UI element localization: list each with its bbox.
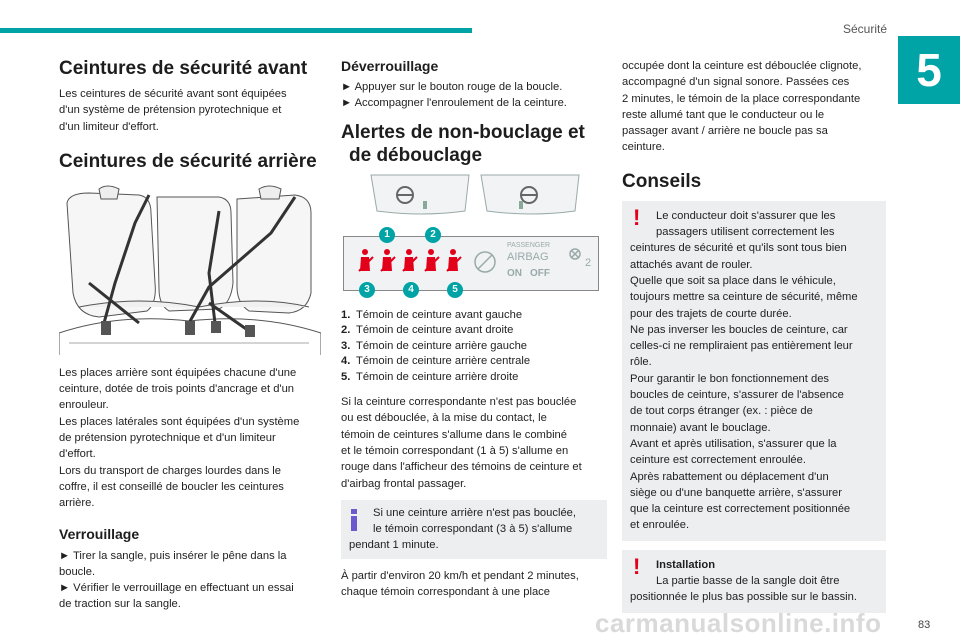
heading-unlocking: Déverrouillage [341, 58, 439, 74]
list-item: 2. Témoin de ceinture avant droite [341, 324, 514, 337]
marker-1: 1 [379, 227, 395, 243]
heading-front-belts: Ceintures de sécurité avant [59, 58, 308, 79]
paragraph-speed: À partir d'environ 20 km/h et pendant 2 minutes, chaque témoin correspondant à une place [341, 569, 579, 599]
paragraph-locking: ► Tirer la sangle, puis insérer le pêne dans la boucle. ► Vérifier le verrouillage en effectuant un essai de traction sur la sangle. [59, 549, 294, 611]
heading-locking: Verrouillage [59, 525, 140, 542]
paragraph-rear-belts: Les places arrière sont équipées chacune d'une ceinture, dotée de trois points d'ancrage et d'un enrouleur. Les places latérales sont équipées d'un système de prétension pyrotechnique et d'un limiteur d'effort. Lors du transport de charges lourdes dans le coffre, il est conseillé de boucler les ceintures arrière. [59, 366, 300, 510]
indicator-list [341, 308, 607, 386]
column-right [622, 52, 886, 613]
list-item: 4. Témoin de ceinture arrière centrale [341, 355, 531, 368]
warning-note-installation: ! Installation La partie basse de la sangle doit être positionnée le plus bas possible sur le bassin. [622, 550, 886, 613]
seatbelt-airbag-panel: PASSENGER AIRBAG ON OFF 2 1 2 3 4 5 [341, 227, 607, 299]
warning-icon: ! [633, 204, 641, 230]
watermark: carmanualsonline.info [595, 608, 882, 638]
marker-2: 2 [425, 227, 441, 243]
warning-note-tips: ! Le conducteur doit s'assurer que les passagers utilisent correctement les ceintures de sécurité et qu'ils sont tous bien attachés avant de rouler. Quelle que soit sa place dans le véhicule, toujours mettre sa ceinture de sécurité, même pour des trajets de courte durée. Ne pas inverser les boucles de ceinture, car celles-ci ne rempliraient pas entièrement leur rôle. Pour garantir le bon fonctionnement des boucles de ceinture, s'assurer de l'absence de tout corps étranger (ex. : pièce de monnaie) avant le bouclage. Avant et après utilisation, s'assurer que la ceinture est correctement enroulée. Après rabattement ou déplacement d'un siège ou d'une banquette arrière, s'assurer que la ceinture est correctement positionnée et enroulée. [622, 201, 886, 541]
paragraph-continued: occupée dont la ceinture est débouclée clignote, accompagné d'un signal sonore. Passées ces 2 minutes, le témoin de la place correspondante reste allumé tant que le conducteur ou le passager avant / arrière ne boucle pas sa ceinture. [622, 60, 862, 154]
paragraph-front-belts: Les ceintures de sécurité avant sont équipées d'un système de prétension pyrotechnique et d'un limiteur d'effort. [59, 88, 287, 133]
marker-4: 4 [403, 282, 419, 298]
info-icon [351, 509, 357, 531]
section-title: Sécurité [843, 22, 888, 36]
paragraph-alerts: Si la ceinture correspondante n'est pas bouclée ou est débouclée, à la mise du contact, le témoin de ceintures s'allume dans le combiné et le témoin correspondant (1 à 5) s'allume en rouge dans l'afficheur des témoins de ceinture et d'airbag frontal passager. [341, 396, 582, 490]
rear-seat-belt-illustration [59, 183, 321, 355]
heading-tips: Conseils [622, 170, 702, 192]
warning-icon: ! [633, 553, 641, 579]
column-middle [341, 52, 607, 600]
page-number: 83 [918, 619, 931, 631]
heading-alerts: Alertes de non-bouclage et de débouclage [341, 121, 585, 166]
paragraph-unlocking: ► Appuyer sur le bouton rouge de la boucle. ► Accompagner l'enroulement de la ceinture. [341, 81, 567, 110]
list-item: 3. Témoin de ceinture arrière gauche [341, 339, 528, 352]
column-left [59, 52, 321, 613]
list-item: 5. Témoin de ceinture arrière droite [341, 370, 519, 383]
header-accent-bar [0, 28, 472, 33]
marker-3: 3 [359, 282, 375, 298]
marker-5: 5 [447, 282, 463, 298]
instrument-cluster-illustration [341, 173, 607, 219]
heading-rear-belts: Ceintures de sécurité arrière [59, 150, 317, 172]
chapter-number: 5 [898, 36, 960, 104]
info-note: Si une ceinture arrière n'est pas bouclée, le témoin correspondant (3 à 5) s'allume pendant 1 minute. [341, 500, 607, 559]
list-item: 1. Témoin de ceinture avant gauche [341, 308, 523, 321]
